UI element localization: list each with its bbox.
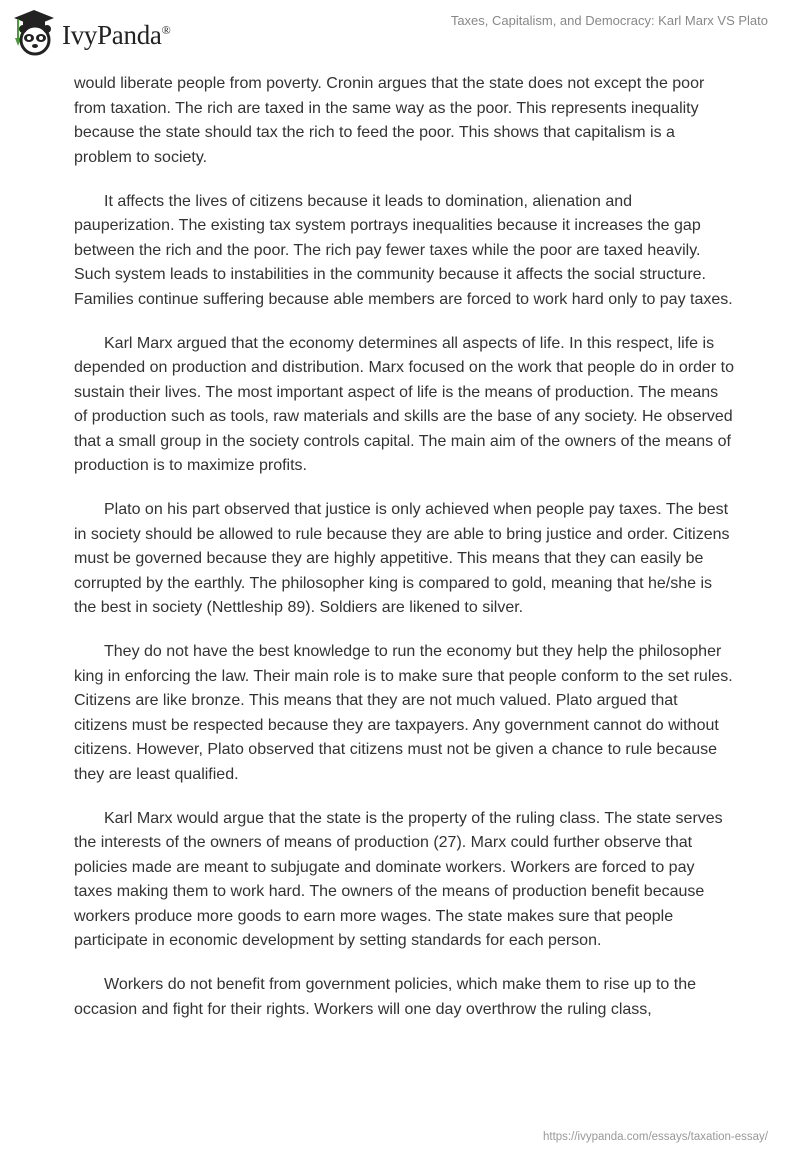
source-url[interactable]: https://ivypanda.com/essays/taxation-essay/ bbox=[543, 1131, 768, 1143]
ivypanda-logo[interactable] bbox=[12, 8, 170, 56]
paragraph: They do not have the best knowledge to run the economy but they help the philosopher king in enforcing the law. Their main role is to make sure that people conform to the set rules. Citizens are like bronze. This means that they are not much valued. Plato argued that citizens must be respected because they are taxpayers. Any government cannot do without citizens. However, Plato observed that citizens must not be given a chance to rule because they are least qualified. bbox=[74, 643, 733, 783]
logo-text: IvyPanda® bbox=[62, 19, 171, 50]
paragraph: Workers do not benefit from government policies, which make them to rise up to the occasion and fight for their rights. Workers will one day overthrow the ruling class, bbox=[74, 976, 696, 1018]
panda-logo-icon bbox=[12, 8, 56, 56]
essay-body bbox=[74, 72, 734, 1042]
paragraph: It affects the lives of citizens because it leads to domination, alienation and pauperization. The existing tax system portrays inequalities because it increases the gap between the rich and the poor. The rich pay fewer taxes while the poor are taxed heavily. Such system leads to instabilities in the community because it affects the social structure. Families continue suffering because able members are forced to work hard only to pay taxes. bbox=[74, 192, 733, 308]
paragraph: Karl Marx argued that the economy determines all aspects of life. In this respect, life is depended on production and distribution. Marx focused on the work that people do in order to sustain their lives. The most important aspect of life is the means of production. The means of production such as tools, raw materials and skills are the base of any society. He observed that a small group in the society controls capital. The main aim of the owners of the means of production is to maximize profits. bbox=[74, 334, 734, 474]
paragraph: would liberate people from poverty. Cronin argues that the state does not except the poor from taxation. The rich are taxed in the same way as the poor. This represents inequality because the state should tax the rich to feed the poor. This shows that capitalism is a problem to society. bbox=[74, 75, 705, 166]
paragraph: Plato on his part observed that justice is only achieved when people pay taxes. The best in society should be allowed to rule because they are able to bring justice and order. Citizens must be governed because they are highly appetitive. This means that they can easily be corrupted by the earthly. The philosopher king is compared to gold, meaning that he/she is the best in society (Nettleship 89). Soldiers are likened to silver. bbox=[74, 501, 730, 616]
paragraph: Karl Marx would argue that the state is the property of the ruling class. The state serves the interests of the owners of means of production (27). Marx could further observe that policies made are meant to subjugate and dominate workers. Workers are forced to pay taxes making them to work hard. The owners of the means of production benefit because workers produce more goods to earn more wages. The state makes sure that people participate in economic development by setting standards for each person. bbox=[74, 809, 723, 949]
document-title: Taxes, Capitalism, and Democracy: Karl Marx VS Plato bbox=[450, 13, 768, 28]
